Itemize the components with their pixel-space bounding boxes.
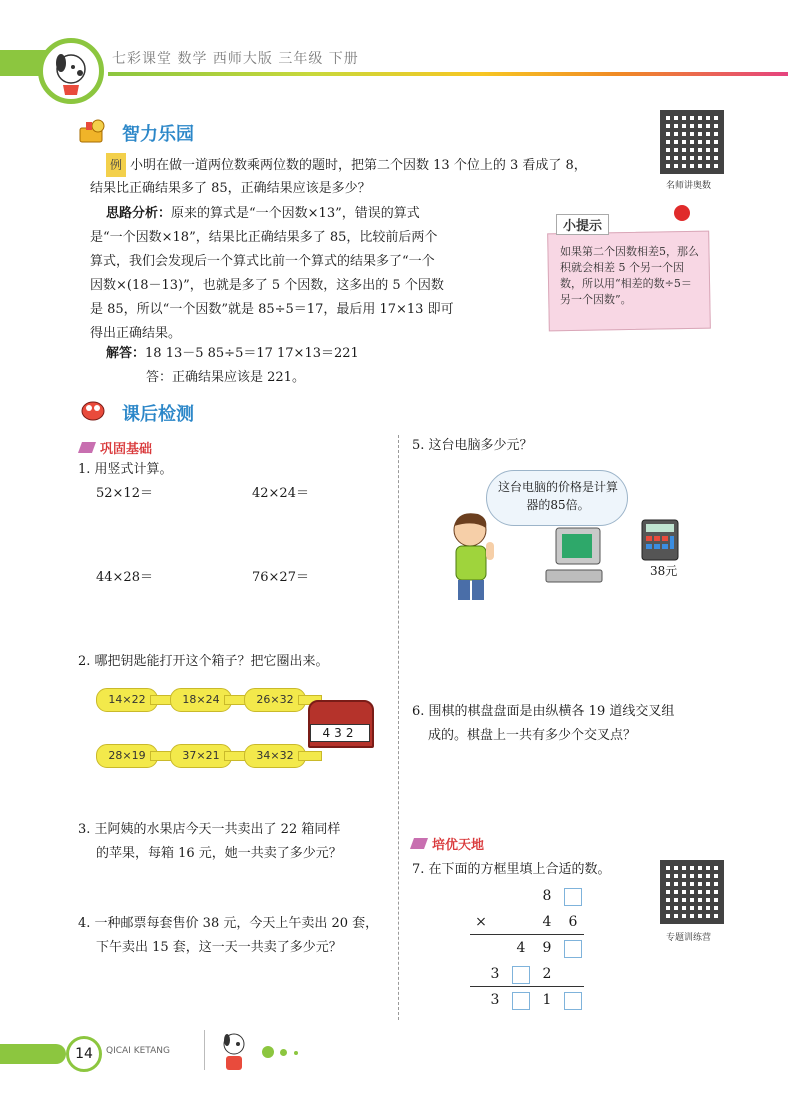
analysis-block xyxy=(90,202,510,346)
analysis-line-3: 因数×(18－13)”，也就是多了 5 个因数，这多出的 5 个因数 xyxy=(90,278,444,293)
decor-dot xyxy=(294,1051,298,1055)
key-option-1[interactable]: 14×22 xyxy=(96,688,158,712)
example-problem-line1 xyxy=(106,153,646,178)
q1-item-1: 52×12＝ xyxy=(96,486,153,501)
column-divider xyxy=(398,435,399,1020)
subsection-peiyou: 培优天地 xyxy=(432,838,485,853)
header-rainbow-line xyxy=(108,72,788,76)
header-title: 七彩课堂 数学 西师大版 三年级 下册 xyxy=(112,51,359,67)
answer-calc xyxy=(106,342,359,366)
analysis-line-5: 得出正确结果。 xyxy=(90,326,182,341)
section-title-zhili: 智力乐园 xyxy=(122,124,194,145)
answer-final: 答：正确结果应该是 221。 xyxy=(146,370,305,385)
q2-prompt: 2. 哪把钥匙能打开这个箱子？把它圈出来。 xyxy=(78,654,329,669)
q3-line2: 的苹果，每箱 16 元，她一共卖了多少元？ xyxy=(96,846,342,861)
page-number: 14 xyxy=(66,1036,102,1072)
q7-digit: 2 xyxy=(542,966,552,982)
q7-digit: 8 xyxy=(542,888,552,904)
q4-line2: 下午卖出 15 套，这一天一共卖了多少元？ xyxy=(96,940,342,955)
q4-line1: 4. 一种邮票每套售价 38 元，今天上午卖出 20 套， xyxy=(78,916,379,931)
q1-item-3: 44×28＝ xyxy=(96,570,153,585)
q3-line1: 3. 王阿姨的水果店今天一共卖出了 22 箱同样 xyxy=(78,822,341,837)
footer-divider xyxy=(204,1030,205,1070)
boy-character-icon xyxy=(438,508,508,608)
mascot-logo-icon xyxy=(38,38,104,104)
decor-dot xyxy=(280,1049,287,1056)
qr-caption: 专题训练营 xyxy=(666,933,712,943)
q7-rule-line xyxy=(470,934,584,935)
key-option-2[interactable]: 18×24 xyxy=(170,688,232,712)
q6-line1: 6. 围棋的棋盘盘面是由纵横各 19 道线交叉组 xyxy=(412,704,675,719)
key-option-6[interactable]: 34×32 xyxy=(244,744,306,768)
q1-item-2: 42×24＝ xyxy=(252,486,309,501)
mascot-dog-icon xyxy=(214,1030,254,1078)
q5-prompt: 5. 这台电脑多少元？ xyxy=(412,438,533,453)
footer-brand: QICAI KETANG xyxy=(106,1046,170,1056)
decor-dot xyxy=(262,1046,274,1058)
calculator-price: 38元 xyxy=(650,564,678,578)
q1-prompt: 1. 用竖式计算。 xyxy=(78,462,173,477)
qr-code-icon xyxy=(660,860,724,924)
calculator-icon xyxy=(640,518,680,566)
q7-times-sign: × xyxy=(475,914,487,930)
tag-icon xyxy=(78,442,96,453)
q7-digit: 1 xyxy=(542,992,552,1008)
tip-text: 如果第二个因数相差5，那么积就会相差 5 个另一个因数，所以用“相差的数÷5＝另一个因数”。 xyxy=(560,245,699,306)
q7-digit: 4 xyxy=(516,940,526,956)
tip-label: 小提示 xyxy=(556,214,609,235)
tag-icon xyxy=(410,838,428,849)
qr-code-icon xyxy=(660,110,724,174)
example-tag: 例 xyxy=(106,153,126,177)
q7-digit: 9 xyxy=(542,940,552,956)
key-option-5[interactable]: 37×21 xyxy=(170,744,232,768)
footer-accent-bar xyxy=(0,1044,66,1064)
analysis-line-4: 是 85，所以“一个因数”就是 85÷5＝17，最后用 17×13 即可 xyxy=(90,302,454,317)
computer-icon xyxy=(544,526,608,590)
q7-blank-box[interactable] xyxy=(512,992,530,1010)
treasure-chest-icon xyxy=(78,118,108,144)
key-option-4[interactable]: 28×19 xyxy=(96,744,158,768)
q7-rule-line xyxy=(470,986,584,987)
q7-blank-box[interactable] xyxy=(564,888,582,906)
speech-bubble-text: 这台电脑的价格是计算器的85倍。 xyxy=(497,480,618,512)
q7-prompt: 7. 在下面的方框里填上合适的数。 xyxy=(412,862,611,877)
subsection-gonggu: 巩固基础 xyxy=(100,442,153,457)
chest-lock-code: 432 xyxy=(310,724,370,742)
qr-caption: 名师讲奥数 xyxy=(666,181,712,191)
pushpin-icon xyxy=(674,205,690,221)
q7-digit: 4 xyxy=(542,914,552,930)
q7-blank-box[interactable] xyxy=(512,966,530,984)
answer-calc-text: 18 13－5 85÷5＝17 17×13＝221 xyxy=(145,346,359,361)
answer-label: 解答： xyxy=(106,346,146,361)
example-problem-line2: 结果比正确结果多了 85，正确结果应该是多少？ xyxy=(90,181,371,196)
q7-digit: 3 xyxy=(490,992,500,1008)
analysis-line-2: 算式，我们会发现后一个算式比前一个算式的结果多了“一个 xyxy=(90,254,435,269)
analysis-line-1: 是“一个因数×18”，结果比正确结果多了 85，比较前后两个 xyxy=(90,230,438,245)
analysis-line-0: 原来的算式是“一个因数×13”，错误的算式 xyxy=(171,206,420,221)
q7-digit: 3 xyxy=(490,966,500,982)
q7-digit: 6 xyxy=(568,914,578,930)
key-tail xyxy=(298,751,322,761)
q7-blank-box[interactable] xyxy=(564,992,582,1010)
key-option-3[interactable]: 26×32 xyxy=(244,688,306,712)
q1-item-4: 76×27＝ xyxy=(252,570,309,585)
q7-blank-box[interactable] xyxy=(564,940,582,958)
problem-text-1: 小明在做一道两位数乘两位数的题时，把第二个因数 13 个位上的 3 看成了 8， xyxy=(130,158,587,173)
analysis-label: 思路分析： xyxy=(106,206,172,221)
section-title-kehou: 课后检测 xyxy=(122,404,194,425)
cartoon-bug-icon xyxy=(78,396,108,422)
q6-line2: 成的。棋盘上一共有多少个交叉点？ xyxy=(428,728,637,743)
